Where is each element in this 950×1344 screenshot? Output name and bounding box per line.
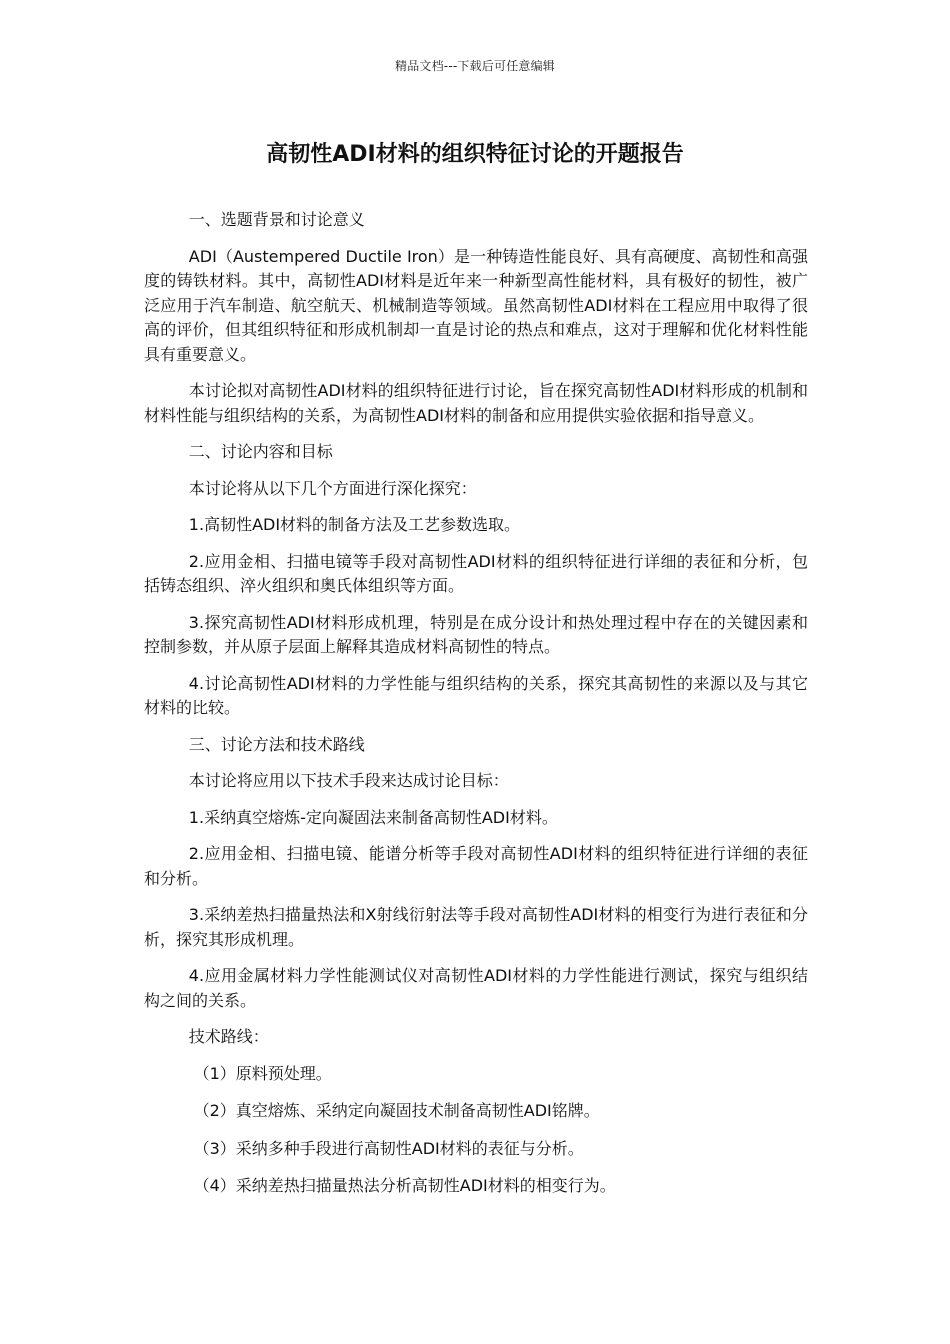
paragraph: ADI（Austempered Ductile Iron）是一种铸造性能良好、具有高硬度、高韧性和高强度的铸铁材料。其中，高韧性ADI材料是近年来一种新型高性能材料，具有极好的韧性，被广泛应用于汽车制造、航空航天、机械制造等领域。虽然高韧性ADI材料在工程应用中取得了很高的评价，但其组织特征和形成机制却一直是讨论的热点和难点，这对于理解和优化材料性能具有重要意义。 bbox=[144, 246, 808, 364]
route-step: （4）采纳差热扫描量热法分析高韧性ADI材料的相变行为。 bbox=[193, 1176, 616, 1195]
section-heading: 二、讨论内容和目标 bbox=[188, 442, 333, 461]
paragraph: 本讨论将应用以下技术手段来达成讨论目标： bbox=[188, 771, 509, 790]
section-heading: 三、讨论方法和技术路线 bbox=[188, 734, 365, 754]
list-item: 3.探究高韧性ADI材料形成机理，特别是在成分设计和热处理过程中存在的关键因素和控制参数，并从原子层面上解释其造成材料高韧性的特点。 bbox=[144, 612, 808, 656]
route-step: （3）采纳多种手段进行高韧性ADI材料的表征与分析。 bbox=[193, 1138, 584, 1158]
paragraph: 本讨论拟对高韧性ADI材料的组织特征进行讨论，旨在探究高韧性ADI材料形成的机制和材料性能与组织结构的关系，为高韧性ADI材料的制备和应用提供实验依据和指导意义。 bbox=[144, 381, 808, 425]
section-heading: 一、选题背景和讨论意义 bbox=[188, 210, 365, 229]
list-item: 2.应用金相、扫描电镜、能谱分析等手段对高韧性ADI材料的组织特征进行详细的表征和分析。 bbox=[144, 844, 808, 888]
route-step: （1）原料预处理。 bbox=[193, 1063, 332, 1083]
list-item: 4.讨论高韧性ADI材料的力学性能与组织结构的关系，探究其高韧性的来源以及与其它材料的比较。 bbox=[144, 673, 808, 717]
list-item: 2.应用金相、扫描电镜等手段对高韧性ADI材料的组织特征进行详细的表征和分析，包括铸态组织、淬火组织和奥氏体组织等方面。 bbox=[144, 551, 808, 595]
paragraph: 技术路线： bbox=[188, 1027, 269, 1046]
route-step: （2）真空熔炼、采纳定向凝固技术制备高韧性ADI铭牌。 bbox=[193, 1101, 600, 1120]
list-item: 4.应用金属材料力学性能测试仪对高韧性ADI材料的力学性能进行测试，探究与组织结构之间的关系。 bbox=[144, 966, 808, 1010]
document-body bbox=[144, 208, 808, 1212]
list-item: 1.采纳真空熔炼-定向凝固法来制备高韧性ADI材料。 bbox=[188, 807, 558, 827]
list-item: 3.采纳差热扫描量热法和X射线衍射法等手段对高韧性ADI材料的相变行为进行表征和分析，探究其形成机理。 bbox=[144, 905, 808, 949]
paragraph: 本讨论将从以下几个方面进行深化探究： bbox=[188, 478, 477, 498]
document-title: 高韧性ADI材料的组织特征讨论的开题报告 bbox=[266, 142, 684, 167]
list-item: 1.高韧性ADI材料的制备方法及工艺参数选取。 bbox=[188, 515, 521, 534]
header-note: 精品文档---下载后可任意编辑 bbox=[395, 59, 555, 73]
